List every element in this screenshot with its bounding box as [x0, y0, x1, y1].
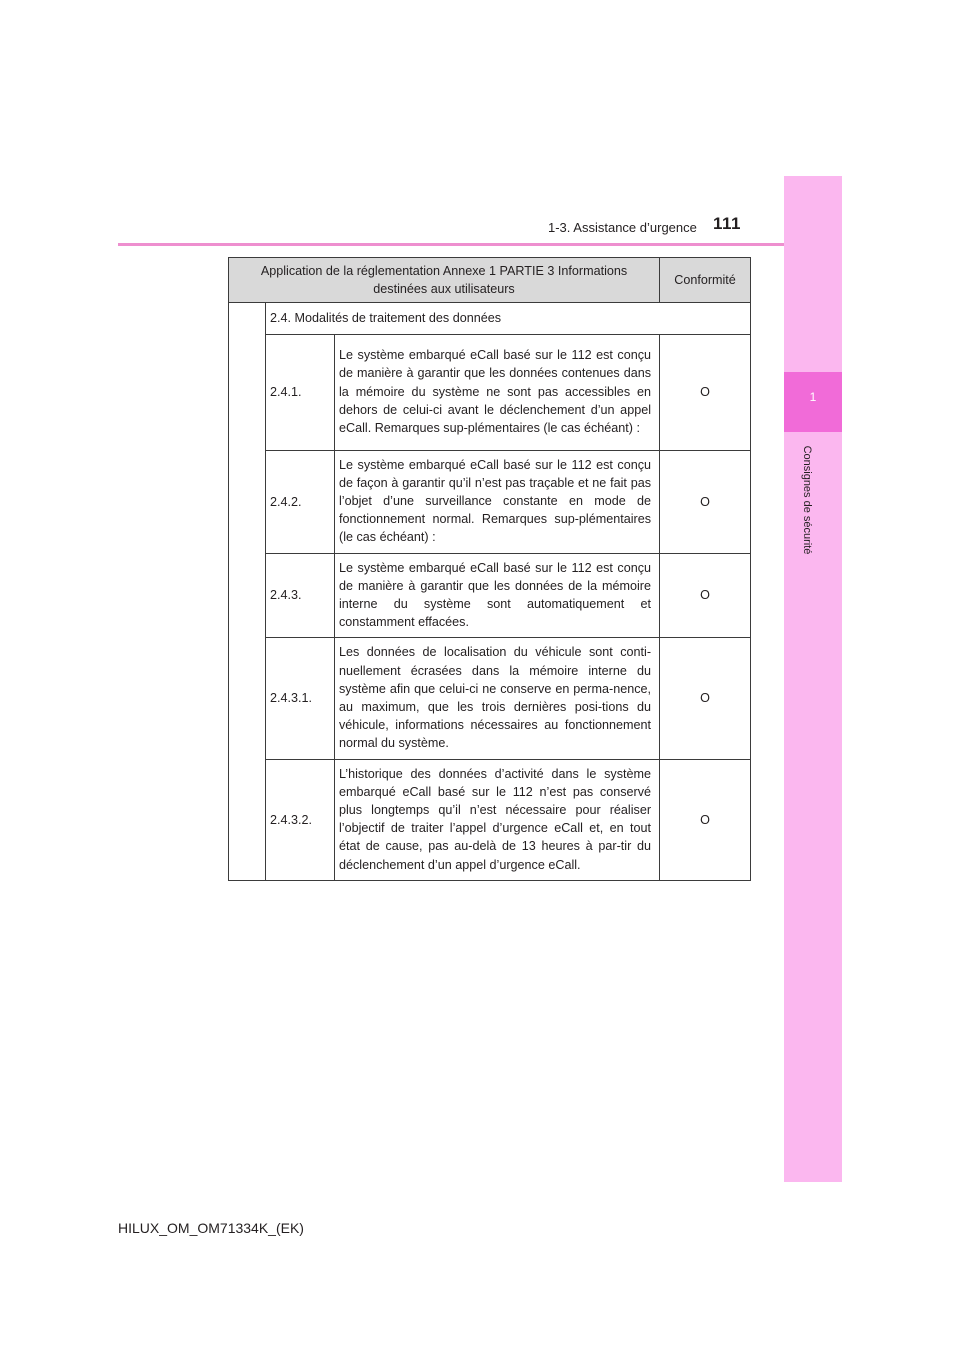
header-divider	[118, 243, 840, 246]
row-code: 2.4.1.	[266, 334, 335, 450]
row-text: Le système embarqué eCall basé sur le 112 est conçu de manière à garantir que les données contenues dans la mémoire du système ne sont pas accessibles en dehors de celui-ci avant le déclenchement d’un appel eCall. Remarques sup-plémentaires (le cas échéant) :	[335, 334, 660, 450]
row-code: 2.4.2.	[266, 450, 335, 553]
row-code: 2.4.3.2.	[266, 759, 335, 880]
row-text: Les données de localisation du véhicule sont conti-nuellement écrasées dans la mémoire interne du système afin que celui-ci ne conserve en perma-nence, au maximum, que les trois dernières posi-tions du véhicule, informations nécessaires au fonctionnement normal du système.	[335, 638, 660, 759]
row-text: L’historique des données d’activité dans le système embarqué eCall basé sur le 112 n’est pas conservé plus longtemps qu’il n’est nécessaire pour réaliser l’objectif de traiter l’appel d’urgence eCall et, en tout état de cause, pas au-delà de 13 heures à par-tir du déclenchement d’un appel d’urgence eCall.	[335, 759, 660, 880]
row-conformity: O	[660, 450, 751, 553]
row-code: 2.4.3.1.	[266, 638, 335, 759]
table-row	[229, 553, 751, 638]
header-application: Application de la réglementation Annexe 1 PARTIE 3 Informations destinées aux utilisateurs	[229, 258, 660, 303]
chapter-number: 1	[809, 390, 817, 404]
table-row	[229, 450, 751, 553]
row-conformity: O	[660, 759, 751, 880]
row-text: Le système embarqué eCall basé sur le 112 est conçu de façon à garantir qu’il n’est pas traçable et ne fait pas l’objet d’une surveillance constante en mode de fonctionnement normal. Remarques sup-plémentaires (le cas échéant) :	[335, 450, 660, 553]
table-row	[229, 638, 751, 759]
row-conformity: O	[660, 334, 751, 450]
section-title: 1-3. Assistance d’urgence	[548, 220, 697, 235]
chapter-label: Consignes de sécurité	[801, 445, 813, 555]
row-text: Le système embarqué eCall basé sur le 112 est conçu de manière à garantir que les données de la mémoire interne du système sont automatiquement et constamment effacées.	[335, 553, 660, 638]
table-subheading: 2.4. Modalités de traitement des données	[266, 303, 751, 334]
row-conformity: O	[660, 638, 751, 759]
chapter-side-bar	[784, 176, 842, 1182]
page-number: 111	[713, 214, 741, 233]
table-header-row	[229, 258, 751, 303]
row-code: 2.4.3.	[266, 553, 335, 638]
document-code: HILUX_OM_OM71334K_(EK)	[118, 1220, 304, 1236]
indent-cell	[229, 303, 266, 880]
header-conformity: Conformité	[660, 258, 751, 303]
table-row	[229, 334, 751, 450]
table-row	[229, 759, 751, 880]
table-subheading-row	[229, 303, 751, 334]
compliance-table	[228, 257, 751, 881]
row-conformity: O	[660, 553, 751, 638]
